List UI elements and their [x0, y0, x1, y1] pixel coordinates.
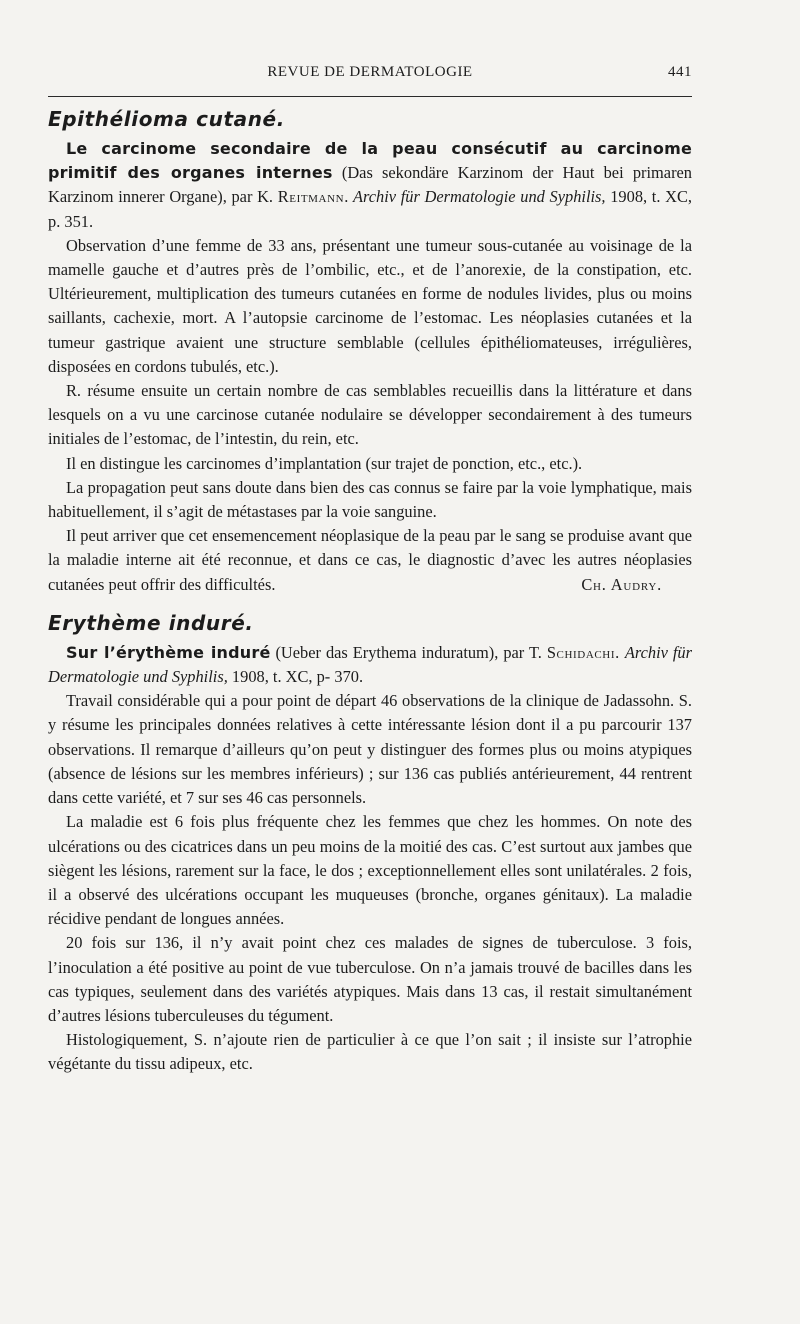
page: [48, 60, 692, 1077]
article-subtitle-2: (Ueber das Erythema induratum), par T.: [270, 642, 542, 662]
journal-name-2: Archiv für Dermatologie und Syphilis,: [48, 642, 692, 687]
paragraph: Travail considérable qui a pour point de départ 46 observations de la clinique de Jadassohn. S. y résume les principales données relatives à cette intéressante lésion dont il a pu parcourir 137 observations. Il remarque d’ailleurs qu’on peut y distinguer des formes plus ou moins atypiques (absence de lésions sur les membres inférieurs) ; sur 136 cas publiés antérieurement, 44 rentrent dans cette variété, et 7 sur ses 46 cas personnels.: [48, 691, 692, 808]
article-citation-1: Le carcinome secondaire de la peau consécutif au carcinome primitif des organes internes (Das sekondäre Karzinom der Haut bei primaren Karzinom innerer Organe), par K. Reitmann. Archiv für Dermatologie und Syphilis, 1908, t. XC, p. 351.: [48, 139, 692, 231]
paragraph: Observation d’une femme de 33 ans, présentant une tumeur sous-cutanée au voisinage de la mamelle gauche et d’autres près de l’ombilic, etc., et de l’anorexie, de la constipation, etc. Ultérieurement, multiplication des tumeurs cutanées en forme de nodules livides, plus ou moins saillants, cachexie, mort. A l’autopsie carcinome de l’estomac. Les néoplasies cutanées et la tumeur gastrique avaient une structure semblable (cellules épithéliomateuses, irrégulières, disposées en cordons tubulés, etc.).: [48, 235, 692, 376]
signature: Ch. Audry.: [581, 574, 662, 594]
paragraph: Histologiquement, S. n’ajoute rien de particulier à ce que l’on sait ; il insiste sur l’atrophie végétante du tissu adipeux, etc.: [48, 1030, 692, 1074]
section-heading-epithelioma: Epithélioma cutané.: [48, 107, 285, 131]
paragraph: 20 fois sur 136, il n’y avait point chez ces malades de signes de tuberculose. 3 fois, l’inoculation a été positive au point de vue tuberculose. On n’a jamais trouvé de bacilles dans les cas typiques, seulement dans des variétés atypiques. Mais dans 13 cas, il restait simultanément d’autres lésions tuberculeuses du tégument.: [48, 933, 692, 1025]
citation-details-1: 1908, t. XC, p. 351.: [48, 187, 692, 231]
citation-details-2: 1908, t. XC, p- 370.: [227, 667, 364, 687]
running-head: [48, 60, 692, 90]
paragraph: R. résume ensuite un certain nombre de cas semblables recueillis dans la littérature et dans lesquels on a vu une carcinose cutanée nodulaire se développer secondairement à des tumeurs initiales de l’estomac, de l’intestin, du rein, etc.: [48, 381, 692, 449]
author-1: Reitmann: [277, 187, 345, 207]
last-paragraph-text: Il peut arriver que cet ensemencement néoplasique de la peau par le sang se produise avant que la maladie interne ait été reconnue, et dans ce cas, le diagnostic d’avec les autres néoplasies cutanées peut offrir des difficultés.: [48, 526, 692, 594]
paragraph: La maladie est 6 fois plus fréquente chez les femmes que chez les hommes. On note des ulcérations ou des cicatrices dans un peu moins de la moitié des cas. C’est surtout aux jambes que siègent les lésions, rarement sur la face, le dos ; exceptionnellement elles sont unilatérales. 2 fois, il a observé des ulcérations occupant les muqueuses (bronche, organes génitaux). La maladie récidive pendant de longues années.: [48, 812, 692, 929]
article-title-2: Sur l’érythème induré: [66, 642, 271, 662]
journal-title: REVUE DE DERMATOLOGIE: [267, 64, 473, 80]
article-citation-2: [48, 641, 692, 689]
article-subtitle-1: (Das sekondäre Karzinom der Haut bei primaren Karzinom innerer Organe), par K.: [48, 163, 692, 207]
article-title-1: Le carcinome secondaire de la peau consécutif au carcinome primitif des organes internes: [48, 139, 692, 183]
author-2: Schidachi.: [546, 642, 620, 662]
paragraph: Il en distingue les carcinomes d’implantation (sur trajet de ponction, etc., etc.).: [66, 453, 583, 473]
journal-name-1: Archiv für Dermatologie und Syphilis,: [352, 187, 606, 207]
paragraph: La propagation peut sans doute dans bien des cas connus se faire par la voie lymphatique, mais habituellement, il s’agit de métastases par la voie sanguine.: [48, 477, 692, 522]
page-number: 441: [668, 64, 692, 80]
header-rule: [48, 96, 692, 97]
section-heading-erytheme: Erythème induré.: [48, 610, 254, 635]
